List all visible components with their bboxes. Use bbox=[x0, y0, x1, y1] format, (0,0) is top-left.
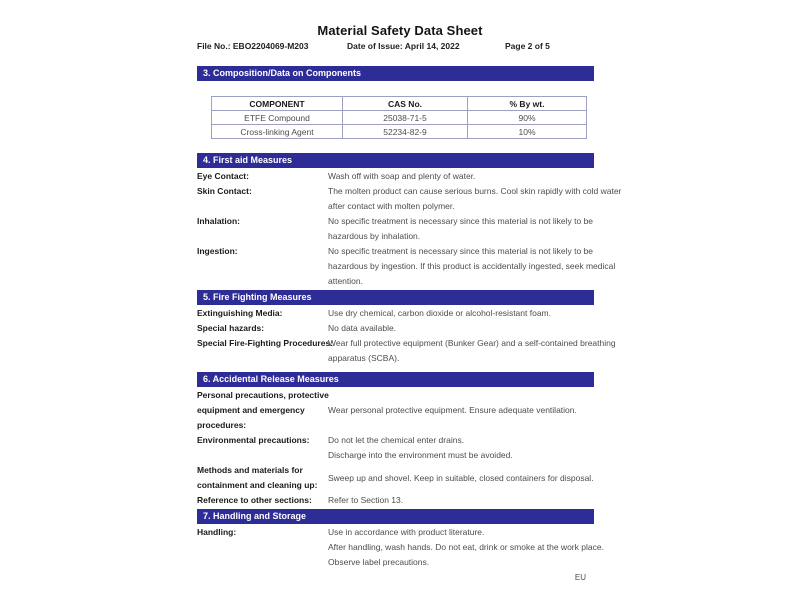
section-fire-fighting bbox=[197, 306, 616, 366]
entry-value-line: Sweep up and shovel. Keep in suitable, closed containers for disposal. bbox=[328, 472, 594, 483]
entry-handling bbox=[197, 525, 604, 570]
entry-value-line: Observe label precautions. bbox=[328, 557, 430, 567]
entry-value-line: Wear personal protective equipment. Ensure adequate ventilation. bbox=[328, 405, 577, 415]
entry-label: Environmental precautions: bbox=[197, 435, 310, 445]
table-cell-cas: 25038-71-5 bbox=[343, 111, 468, 125]
entry-value-line: No specific treatment is necessary since this material is not likely to be bbox=[328, 246, 594, 256]
entry-label: containment and cleaning up: bbox=[197, 480, 318, 490]
entry-reference-other-sections bbox=[197, 493, 594, 508]
table-cell-component: Cross-linking Agent bbox=[212, 125, 343, 139]
entry-label: equipment and emergency bbox=[197, 405, 305, 415]
entry-label: Eye Contact: bbox=[197, 171, 249, 181]
section-first-aid bbox=[197, 169, 622, 289]
table-row bbox=[212, 125, 587, 139]
entry-special-fire-fighting-procedures bbox=[197, 336, 616, 366]
file-number: File No.: EBO2204069-M203 bbox=[197, 41, 309, 51]
composition-table bbox=[211, 96, 587, 139]
table-cell-wt: 90% bbox=[468, 111, 587, 125]
entry-value-line: No specific treatment is necessary since this material is not likely to be bbox=[328, 216, 594, 226]
entry-label: Special hazards: bbox=[197, 323, 265, 333]
entry-environmental-precautions bbox=[197, 433, 594, 463]
footer-region-label: EU bbox=[574, 573, 586, 582]
entry-label: procedures: bbox=[197, 420, 247, 430]
table-header-row bbox=[212, 97, 587, 111]
page-number: Page 2 of 5 bbox=[505, 41, 550, 51]
entry-methods-and-materials bbox=[197, 463, 594, 493]
entry-extinguishing-media bbox=[197, 306, 594, 321]
entry-value-line: The molten product can cause serious burns. Cool skin rapidly with cold water bbox=[328, 186, 622, 196]
table-header-percent-wt: % By wt. bbox=[468, 97, 587, 111]
table-cell-wt: 10% bbox=[468, 125, 587, 139]
entry-value-line: No data available. bbox=[328, 323, 397, 333]
entry-value-line: Refer to Section 13. bbox=[328, 495, 404, 505]
entry-value-line: after contact with molten polymer. bbox=[328, 201, 455, 211]
entry-ingestion bbox=[197, 244, 616, 289]
section-header-composition: 3. Composition/Data on Components bbox=[197, 66, 594, 81]
entry-label: Special Fire-Fighting Procedures: bbox=[197, 338, 334, 348]
entry-value-line: Wash off with soap and plenty of water. bbox=[328, 171, 476, 181]
entry-label: Ingestion: bbox=[197, 246, 238, 256]
entry-value-line: Use in accordance with product literature. bbox=[328, 527, 485, 537]
entry-label: Extinguishing Media: bbox=[197, 308, 283, 318]
entry-label: Methods and materials for bbox=[197, 465, 303, 475]
table-header-component: COMPONENT bbox=[212, 97, 343, 111]
table-cell-cas: 52234-82-9 bbox=[343, 125, 468, 139]
entry-value-line: attention. bbox=[328, 276, 363, 286]
entry-value-line: Use dry chemical, carbon dioxide or alcohol-resistant foam. bbox=[328, 308, 551, 318]
entry-value-line: Do not let the chemical enter drains. bbox=[328, 435, 465, 445]
table-cell-component: ETFE Compound bbox=[212, 111, 343, 125]
entry-label: Skin Contact: bbox=[197, 186, 252, 196]
entry-value-line: hazardous by ingestion. If this product is accidentally ingested, seek medical bbox=[328, 261, 616, 271]
page-title: Material Safety Data Sheet bbox=[317, 23, 483, 38]
entry-value-line: hazardous by inhalation. bbox=[328, 231, 421, 241]
entry-eye-contact bbox=[197, 169, 594, 184]
entry-value-line: apparatus (SCBA). bbox=[328, 353, 400, 363]
document-body bbox=[197, 41, 622, 582]
section-accidental-release bbox=[197, 388, 594, 508]
entry-label: Handling: bbox=[197, 527, 237, 537]
entry-label: Reference to other sections: bbox=[197, 495, 312, 505]
document-meta-row bbox=[197, 41, 594, 51]
date-of-issue: Date of Issue: April 14, 2022 bbox=[347, 41, 460, 51]
section-header-handling-storage: 7. Handling and Storage bbox=[197, 509, 594, 524]
section-handling-storage bbox=[197, 525, 604, 570]
entry-value-line: Discharge into the environment must be avoided. bbox=[328, 450, 513, 460]
entry-value-line: Wear full protective equipment (Bunker Gear) and a self-contained breathing bbox=[328, 338, 616, 348]
entry-special-hazards bbox=[197, 321, 594, 336]
section-header-accidental-release: 6. Accidental Release Measures bbox=[197, 372, 594, 387]
entry-personal-precautions bbox=[197, 388, 594, 433]
entry-skin-contact bbox=[197, 184, 622, 214]
entry-inhalation bbox=[197, 214, 594, 244]
entry-label: Personal precautions, protective bbox=[197, 390, 329, 400]
entry-value-line: After handling, wash hands. Do not eat, drink or smoke at the work place. bbox=[328, 542, 604, 552]
table-header-cas-no: CAS No. bbox=[343, 97, 468, 111]
section-header-fire-fighting: 5. Fire Fighting Measures bbox=[197, 290, 594, 305]
table-row bbox=[212, 111, 587, 125]
section-header-first-aid: 4. First aid Measures bbox=[197, 153, 594, 168]
entry-label: Inhalation: bbox=[197, 216, 240, 226]
